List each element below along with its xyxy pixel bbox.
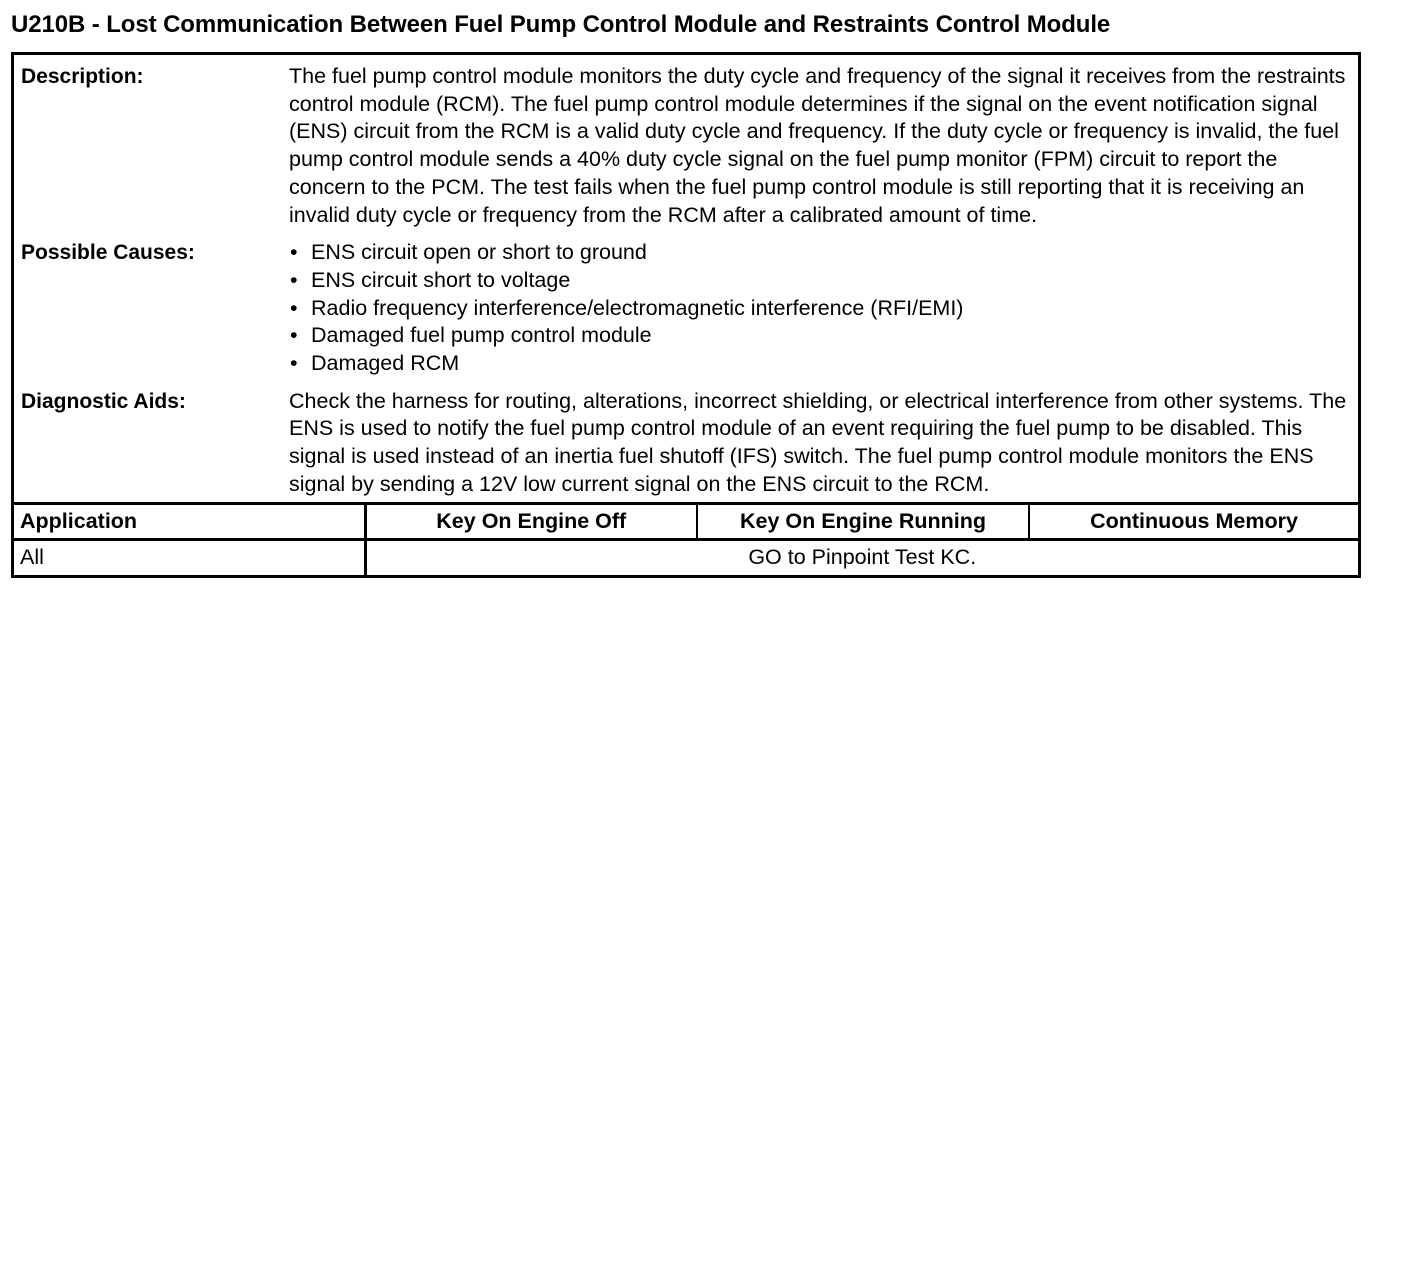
column-header-key-on-engine-running: Key On Engine Running [697,503,1029,539]
column-header-key-on-engine-off: Key On Engine Off [365,503,697,539]
table-header-row [14,503,1358,539]
column-header-application: Application [14,503,365,539]
table-row [14,539,1358,575]
cause-item: • Radio frequency interference/electromagnetic interference (RFI/EMI) [289,295,1352,323]
possible-causes-label: Possible Causes: [21,241,195,265]
possible-causes-list [289,239,1352,378]
possible-causes-row [14,239,1358,378]
cause-item: • Damaged fuel pump control module [289,322,1352,350]
info-section [14,55,1358,502]
pinpoint-test-cell: GO to Pinpoint Test KC. [748,545,977,570]
description-label: Description: [21,65,144,88]
dtc-document [11,52,1361,578]
column-header-continuous-memory: Continuous Memory [1029,503,1358,539]
cause-item: • ENS circuit open or short to ground [289,239,1352,267]
cause-item: • ENS circuit short to voltage [289,267,1352,295]
diagnostic-aids-text: Check the harness for routing, alterations, incorrect shielding, or electrical interference from other systems. The ENS is used to notify the fuel pump control module of an event requiring the fuel pump to be disabled. This signal is used instead of an inertia fuel shutoff (IFS) switch. The fuel pump control module monitors the ENS signal by sending a 12V low current signal on the ENS circuit to the RCM. [289,388,1347,496]
application-table [14,502,1358,576]
description-row [14,63,1358,229]
page-title: U210B - Lost Communication Between Fuel Pump Control Module and Restraints Control Module [11,11,1111,38]
diagnostic-aids-label: Diagnostic Aids: [21,389,186,413]
diagnostic-aids-row [14,388,1358,502]
cause-item: • Damaged RCM [289,350,1352,378]
description-text: The fuel pump control module monitors the duty cycle and frequency of the signal it receives from the restraints control module (RCM). The fuel pump control module determines if the signal on the event notification signal (ENS) circuit from the RCM is a valid duty cycle and frequency. If the duty cycle or frequency is invalid, the fuel pump control module sends a 40% duty cycle signal on the fuel pump monitor (FPM) circuit to report the concern to the PCM. The test fails when the fuel pump control module is still reporting that it is receiving an invalid duty cycle or frequency from the RCM after a calibrated amount of time. [289,64,1346,227]
possible-causes-content [289,239,1358,378]
application-cell: All [14,539,365,575]
